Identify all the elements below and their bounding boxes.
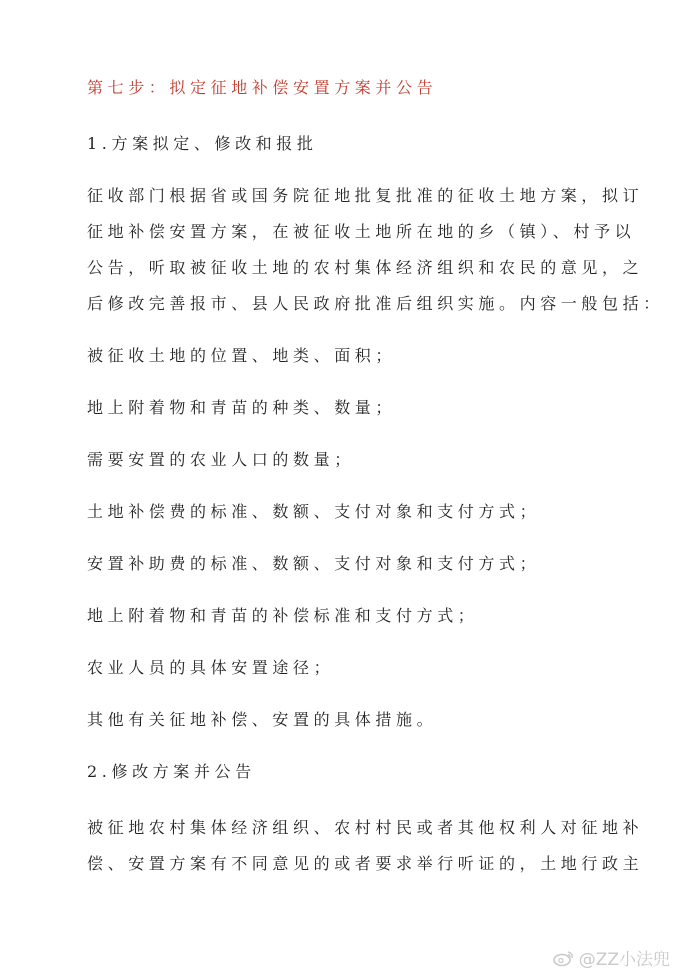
paragraph-2-line: 偿、安置方案有不同意见的或者要求举行听证的，土地行政主 — [87, 854, 644, 873]
weibo-watermark — [553, 945, 670, 970]
list-item: 农业人员的具体安置途径； — [87, 658, 335, 677]
list-item: 土地补偿费的标准、数额、支付对象和支付方式； — [87, 502, 541, 521]
list-item: 被征收土地的位置、地类、面积； — [87, 346, 397, 365]
list-item: 地上附着物和青苗的补偿标准和支付方式； — [87, 606, 479, 625]
list-item: 其他有关征地补偿、安置的具体措施。 — [87, 710, 438, 729]
paragraph-1-line: 征地补偿安置方案，在被征收土地所在地的乡（镇）、村予以 — [87, 222, 636, 241]
watermark-text: @ZZ小法兜 — [578, 950, 670, 970]
paragraph-1-line: 后修改完善报市、县人民政府批准后组织实施。内容一般包括： — [87, 294, 664, 313]
paragraph-1-line: 公告，听取被征收土地的农村集体经济组织和农民的意见，之 — [87, 258, 644, 277]
paragraph-2-line: 被征地农村集体经济组织、农村村民或者其他权利人对征地补 — [87, 818, 644, 837]
list-item: 地上附着物和青苗的种类、数量； — [87, 398, 397, 417]
weibo-logo-icon — [553, 949, 575, 967]
list-item: 需要安置的农业人口的数量； — [87, 450, 355, 469]
section-1-title: 1.方案拟定、修改和报批 — [87, 134, 318, 153]
list-item: 安置补助费的标准、数额、支付对象和支付方式； — [87, 554, 541, 573]
section-2-title: 2.修改方案并公告 — [87, 762, 256, 781]
step-heading: 第七步：拟定征地补偿安置方案并公告 — [87, 78, 438, 97]
paragraph-1-line: 征收部门根据省或国务院征地批复批准的征收土地方案，拟订 — [87, 186, 644, 205]
